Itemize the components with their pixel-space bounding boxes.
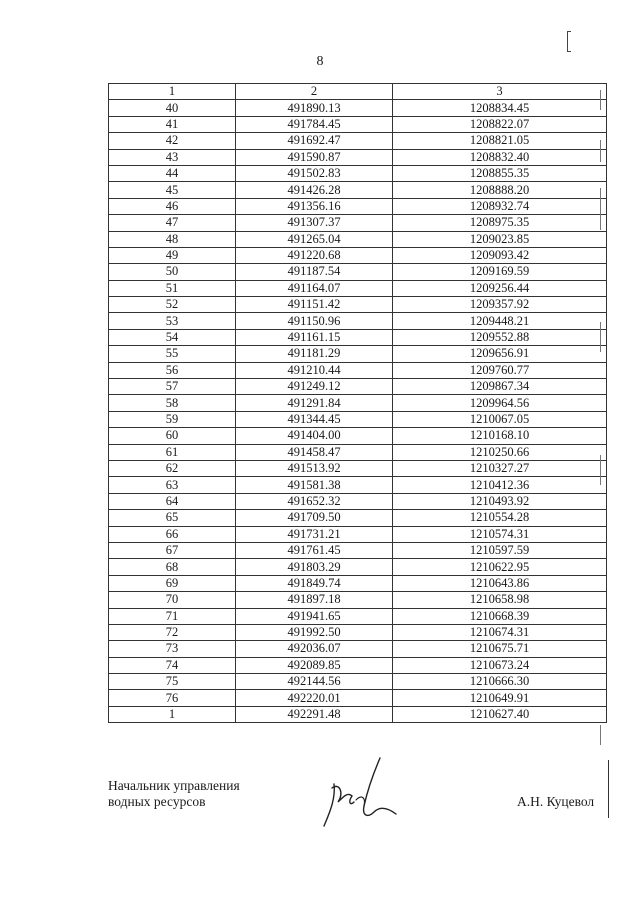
table-row (109, 149, 607, 165)
point-number-cell: 67 (109, 542, 236, 558)
table-row (109, 395, 607, 411)
table-row (109, 411, 607, 427)
scan-edge-mark (600, 188, 601, 230)
x-coordinate-cell: 491803.29 (236, 559, 393, 575)
x-coordinate-cell: 491849.74 (236, 575, 393, 591)
point-number-cell: 43 (109, 149, 236, 165)
point-number-cell: 64 (109, 493, 236, 509)
point-number-cell: 50 (109, 264, 236, 280)
point-number-cell: 66 (109, 526, 236, 542)
table-row (109, 444, 607, 460)
point-number-cell: 75 (109, 674, 236, 690)
y-coordinate-cell: 1209357.92 (393, 297, 607, 313)
point-number-cell: 70 (109, 592, 236, 608)
point-number-cell: 62 (109, 460, 236, 476)
y-coordinate-cell: 1210643.86 (393, 575, 607, 591)
point-number-cell: 41 (109, 116, 236, 132)
point-number-cell: 51 (109, 280, 236, 296)
scan-edge-mark (600, 455, 601, 485)
x-coordinate-cell: 491992.50 (236, 624, 393, 640)
y-coordinate-cell: 1209093.42 (393, 247, 607, 263)
y-coordinate-cell: 1209448.21 (393, 313, 607, 329)
table-row (109, 641, 607, 657)
table-row (109, 165, 607, 181)
y-coordinate-cell: 1209023.85 (393, 231, 607, 247)
table-row (109, 510, 607, 526)
table-row (109, 346, 607, 362)
point-number-cell: 58 (109, 395, 236, 411)
x-coordinate-cell: 491581.38 (236, 477, 393, 493)
y-coordinate-cell: 1210554.28 (393, 510, 607, 526)
y-coordinate-cell: 1210412.36 (393, 477, 607, 493)
point-number-cell: 46 (109, 198, 236, 214)
point-number-cell: 49 (109, 247, 236, 263)
y-coordinate-cell: 1210666.30 (393, 674, 607, 690)
x-coordinate-cell: 492291.48 (236, 706, 393, 722)
corner-bracket-mark (567, 31, 571, 52)
x-coordinate-cell: 492144.56 (236, 674, 393, 690)
point-number-cell: 61 (109, 444, 236, 460)
table-row (109, 526, 607, 542)
scan-edge-mark (600, 725, 601, 745)
x-coordinate-cell: 491731.21 (236, 526, 393, 542)
table-row (109, 313, 607, 329)
x-coordinate-cell: 491709.50 (236, 510, 393, 526)
point-number-cell: 69 (109, 575, 236, 591)
point-number-cell: 63 (109, 477, 236, 493)
y-coordinate-cell: 1210493.92 (393, 493, 607, 509)
x-coordinate-cell: 491761.45 (236, 542, 393, 558)
y-coordinate-cell: 1210673.24 (393, 657, 607, 673)
table-row (109, 559, 607, 575)
table-row (109, 182, 607, 198)
x-coordinate-cell: 491890.13 (236, 100, 393, 116)
signatory-position (108, 778, 240, 810)
table-row (109, 198, 607, 214)
point-number-cell: 1 (109, 706, 236, 722)
x-coordinate-cell: 491897.18 (236, 592, 393, 608)
y-coordinate-cell: 1210168.10 (393, 428, 607, 444)
x-coordinate-cell: 491692.47 (236, 133, 393, 149)
table-row (109, 624, 607, 640)
scan-edge-mark (608, 760, 609, 818)
table-row (109, 706, 607, 722)
table-row (109, 297, 607, 313)
y-coordinate-cell: 1209169.59 (393, 264, 607, 280)
point-number-cell: 76 (109, 690, 236, 706)
x-coordinate-cell: 491161.15 (236, 329, 393, 345)
y-coordinate-cell: 1208821.05 (393, 133, 607, 149)
y-coordinate-cell: 1210250.66 (393, 444, 607, 460)
table-row (109, 657, 607, 673)
page-number: 8 (316, 54, 324, 69)
table-row (109, 575, 607, 591)
table-row (109, 100, 607, 116)
y-coordinate-cell: 1210622.95 (393, 559, 607, 575)
table-row (109, 379, 607, 395)
point-number-cell: 73 (109, 641, 236, 657)
position-line-1: Начальник управления (108, 778, 240, 793)
y-coordinate-cell: 1208855.35 (393, 165, 607, 181)
point-number-cell: 72 (109, 624, 236, 640)
x-coordinate-cell: 491265.04 (236, 231, 393, 247)
x-coordinate-cell: 491181.29 (236, 346, 393, 362)
y-coordinate-cell: 1208822.07 (393, 116, 607, 132)
point-number-cell: 60 (109, 428, 236, 444)
point-number-cell: 68 (109, 559, 236, 575)
table-row (109, 460, 607, 476)
header-cell-3: 3 (393, 84, 607, 100)
x-coordinate-cell: 491187.54 (236, 264, 393, 280)
y-coordinate-cell: 1210627.40 (393, 706, 607, 722)
x-coordinate-cell: 491356.16 (236, 198, 393, 214)
y-coordinate-cell: 1210067.05 (393, 411, 607, 427)
handwritten-signature (318, 752, 408, 830)
x-coordinate-cell: 491784.45 (236, 116, 393, 132)
point-number-cell: 57 (109, 379, 236, 395)
point-number-cell: 48 (109, 231, 236, 247)
table-row (109, 280, 607, 296)
y-coordinate-cell: 1210327.27 (393, 460, 607, 476)
point-number-cell: 47 (109, 215, 236, 231)
y-coordinate-cell: 1208834.45 (393, 100, 607, 116)
point-number-cell: 44 (109, 165, 236, 181)
table-row (109, 608, 607, 624)
table-row (109, 247, 607, 263)
table-row (109, 690, 607, 706)
x-coordinate-cell: 491291.84 (236, 395, 393, 411)
y-coordinate-cell: 1209552.88 (393, 329, 607, 345)
table-row (109, 362, 607, 378)
table-row (109, 329, 607, 345)
y-coordinate-cell: 1208888.20 (393, 182, 607, 198)
header-cell-2: 2 (236, 84, 393, 100)
y-coordinate-cell: 1210597.59 (393, 542, 607, 558)
y-coordinate-cell: 1208932.74 (393, 198, 607, 214)
scan-edge-mark (600, 322, 601, 352)
table-row (109, 493, 607, 509)
x-coordinate-cell: 491458.47 (236, 444, 393, 460)
scan-edge-mark (600, 140, 601, 162)
x-coordinate-cell: 491502.83 (236, 165, 393, 181)
y-coordinate-cell: 1209656.91 (393, 346, 607, 362)
x-coordinate-cell: 491404.00 (236, 428, 393, 444)
table-row (109, 674, 607, 690)
x-coordinate-cell: 491249.12 (236, 379, 393, 395)
y-coordinate-cell: 1209867.34 (393, 379, 607, 395)
table-row (109, 477, 607, 493)
scan-edge-mark (600, 90, 601, 110)
y-coordinate-cell: 1210674.31 (393, 624, 607, 640)
y-coordinate-cell: 1210658.98 (393, 592, 607, 608)
y-coordinate-cell: 1209760.77 (393, 362, 607, 378)
x-coordinate-cell: 492089.85 (236, 657, 393, 673)
y-coordinate-cell: 1209256.44 (393, 280, 607, 296)
x-coordinate-cell: 491210.44 (236, 362, 393, 378)
point-number-cell: 45 (109, 182, 236, 198)
point-number-cell: 56 (109, 362, 236, 378)
point-number-cell: 40 (109, 100, 236, 116)
x-coordinate-cell: 492036.07 (236, 641, 393, 657)
table-row (109, 231, 607, 247)
table-header-row (109, 84, 607, 100)
table-row (109, 428, 607, 444)
point-number-cell: 52 (109, 297, 236, 313)
x-coordinate-cell: 491941.65 (236, 608, 393, 624)
x-coordinate-cell: 491307.37 (236, 215, 393, 231)
y-coordinate-cell: 1208975.35 (393, 215, 607, 231)
x-coordinate-cell: 491151.42 (236, 297, 393, 313)
table-row (109, 133, 607, 149)
point-number-cell: 55 (109, 346, 236, 362)
x-coordinate-cell: 491220.68 (236, 247, 393, 263)
x-coordinate-cell: 491652.32 (236, 493, 393, 509)
x-coordinate-cell: 491164.07 (236, 280, 393, 296)
y-coordinate-cell: 1210668.39 (393, 608, 607, 624)
table-row (109, 264, 607, 280)
table-row (109, 116, 607, 132)
point-number-cell: 59 (109, 411, 236, 427)
x-coordinate-cell: 492220.01 (236, 690, 393, 706)
signatory-name: А.Н. Куцевол (517, 794, 595, 809)
table-row (109, 592, 607, 608)
x-coordinate-cell: 491590.87 (236, 149, 393, 165)
table-row (109, 215, 607, 231)
x-coordinate-cell: 491150.96 (236, 313, 393, 329)
point-number-cell: 71 (109, 608, 236, 624)
x-coordinate-cell: 491513.92 (236, 460, 393, 476)
table-row (109, 542, 607, 558)
y-coordinate-cell: 1209964.56 (393, 395, 607, 411)
point-number-cell: 74 (109, 657, 236, 673)
x-coordinate-cell: 491426.28 (236, 182, 393, 198)
x-coordinate-cell: 491344.45 (236, 411, 393, 427)
coordinates-table (108, 83, 607, 723)
position-line-2: водных ресурсов (108, 794, 206, 809)
y-coordinate-cell: 1208832.40 (393, 149, 607, 165)
y-coordinate-cell: 1210675.71 (393, 641, 607, 657)
point-number-cell: 42 (109, 133, 236, 149)
y-coordinate-cell: 1210649.91 (393, 690, 607, 706)
y-coordinate-cell: 1210574.31 (393, 526, 607, 542)
header-cell-1: 1 (109, 84, 236, 100)
point-number-cell: 65 (109, 510, 236, 526)
point-number-cell: 53 (109, 313, 236, 329)
point-number-cell: 54 (109, 329, 236, 345)
